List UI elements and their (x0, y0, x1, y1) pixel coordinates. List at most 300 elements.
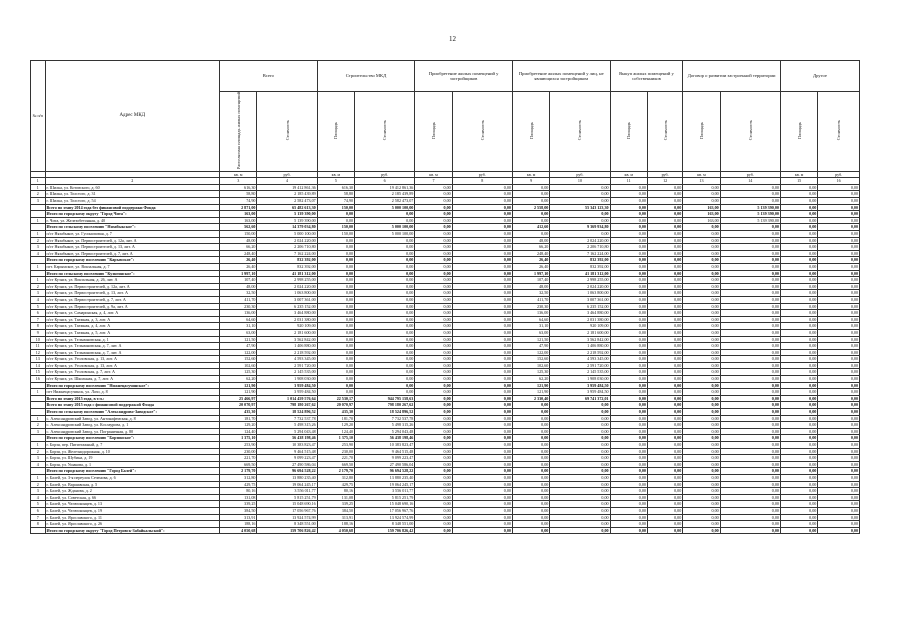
value-cell: 0,00 (452, 448, 512, 455)
value-cell: 2 218 592,00 (550, 349, 610, 356)
address-cell: г. Балей, ул. Жданова, д. 2 (45, 488, 220, 495)
value-cell: 0,00 (780, 231, 817, 238)
value-cell: 0,00 (683, 224, 720, 231)
value-cell: 0,00 (720, 270, 780, 277)
value-cell: 0,00 (452, 296, 512, 303)
value-cell: 0,00 (780, 448, 817, 455)
value-cell: 5 000 100,00 (355, 204, 415, 211)
value-cell: 0,00 (647, 435, 682, 442)
address-cell: Итого по сельскому поселению "Нязабыкское": (45, 224, 220, 231)
value-cell: 0,00 (647, 527, 682, 534)
value-cell: 248,40 (512, 250, 549, 257)
value-cell: 0,00 (647, 349, 682, 356)
unit-cell (45, 171, 220, 178)
value-cell: 0,00 (780, 290, 817, 297)
value-cell: 0,00 (512, 461, 549, 468)
value-cell: 122,00 (220, 349, 257, 356)
row-number-cell: 1 (31, 184, 46, 191)
table-row (31, 481, 860, 488)
address-cell: п/ст Куэнга, ул. Первостроителей, д. 13, лит. А (45, 290, 220, 297)
value-cell: 188,16 (220, 521, 257, 528)
value-cell: 18 524 896,52 (355, 409, 415, 416)
value-cell: 7 162 224,00 (550, 250, 610, 257)
value-cell: 0,00 (415, 336, 452, 343)
value-cell: 832 392,00 (257, 263, 317, 270)
value-cell: 253,90 (317, 442, 354, 449)
value-cell: 0,00 (818, 270, 860, 277)
address-cell: г. Шилка, ул. Толстого, д. 31 (45, 191, 220, 198)
value-cell: 0,00 (452, 336, 512, 343)
value-cell: 0,00 (452, 211, 512, 218)
value-cell: 312,80 (220, 474, 257, 481)
address-cell: п/ст Куэнга, ул. Первостроителей, д. 9а, лит. А (45, 303, 220, 310)
value-cell: 1 063 800,00 (257, 290, 317, 297)
value-cell: 121,50 (220, 336, 257, 343)
value-cell: 5 000 100,00 (257, 231, 317, 238)
value-cell: 5 815 251,79 (257, 494, 317, 501)
value-cell: 2 185 439,89 (257, 191, 317, 198)
value-cell: 0,00 (415, 415, 452, 422)
value-cell: 0,00 (550, 231, 610, 238)
value-cell: 2 031 380,00 (257, 316, 317, 323)
value-cell: 0,00 (818, 442, 860, 449)
value-cell: 0,00 (317, 356, 354, 363)
value-cell: 3 562 842,00 (257, 336, 317, 343)
value-cell: 47,90 (220, 343, 257, 350)
value-cell: 0,00 (415, 244, 452, 251)
value-cell: 0,00 (512, 428, 549, 435)
value-cell: 0,00 (415, 231, 452, 238)
value-cell: 0,00 (683, 514, 720, 521)
value-cell: 0,00 (720, 428, 780, 435)
value-cell: 3 959 484,50 (257, 382, 317, 389)
value-cell: 0,00 (452, 329, 512, 336)
value-cell: 0,00 (355, 343, 415, 350)
row-number-cell: 16 (31, 376, 46, 383)
value-cell: 0,00 (355, 356, 415, 363)
value-cell: 0,00 (452, 415, 512, 422)
value-cell: 2 591 720,00 (257, 362, 317, 369)
value-cell: 0,00 (415, 283, 452, 290)
value-cell: 0,00 (415, 204, 452, 211)
address-cell: Итого по городскому поселению "Карымское": (45, 257, 220, 264)
value-cell: 0,00 (647, 389, 682, 396)
unit-cell: руб. (355, 171, 415, 178)
value-cell: 384,50 (317, 507, 354, 514)
value-cell: 163,00 (683, 211, 720, 218)
header-group-redemption: Выкуп жилых помещений у собственников (610, 61, 683, 92)
value-cell: 0,00 (610, 263, 647, 270)
subheader-cost: Стоимость (647, 92, 682, 172)
value-cell: 0,00 (647, 448, 682, 455)
value-cell: 0,00 (780, 263, 817, 270)
value-cell: 0,00 (610, 395, 647, 402)
value-cell: 0,00 (452, 237, 512, 244)
row-number-cell: 5 (31, 501, 46, 508)
value-cell: 0,00 (780, 395, 817, 402)
value-cell: 221,70 (220, 455, 257, 462)
value-cell: 0,00 (452, 290, 512, 297)
address-cell: п/ст Куэнга, ул. Таежная, д. 4, лит. А (45, 323, 220, 330)
value-cell: 2 206 710,80 (257, 244, 317, 251)
value-cell: 0,00 (415, 356, 452, 363)
value-cell: 0,00 (683, 428, 720, 435)
subheader-cost: Стоимость (720, 92, 780, 172)
value-cell: 0,00 (610, 270, 647, 277)
value-cell: 0,00 (818, 481, 860, 488)
value-cell: 0,00 (683, 442, 720, 449)
value-cell: 0,00 (550, 527, 610, 534)
value-cell: 0,00 (610, 343, 647, 350)
row-number-cell: 2 (31, 422, 46, 429)
value-cell: 0,00 (512, 488, 549, 495)
value-cell: 0,00 (512, 507, 549, 514)
subtotal-row (31, 204, 860, 211)
value-cell: 0,00 (647, 310, 682, 317)
value-cell: 429,75 (220, 481, 257, 488)
value-cell: 0,00 (647, 442, 682, 449)
value-cell: 0,00 (317, 283, 354, 290)
value-cell: 0,00 (550, 428, 610, 435)
value-cell: 0,00 (780, 415, 817, 422)
value-cell: 102,60 (512, 362, 549, 369)
value-cell: 0,00 (317, 277, 354, 284)
value-cell: 0,00 (550, 494, 610, 501)
value-cell: 0,00 (780, 468, 817, 475)
value-cell: 0,00 (512, 184, 549, 191)
value-cell: 1 063 800,00 (550, 290, 610, 297)
value-cell: 0,00 (452, 257, 512, 264)
address-cell: г. Чита, ул. Железобетонная, д. 40 (45, 217, 220, 224)
value-cell: 5 498 315,26 (355, 422, 415, 429)
value-cell: 5 294 043,48 (257, 428, 317, 435)
value-cell: 0,00 (415, 382, 452, 389)
value-cell: 0,00 (452, 382, 512, 389)
value-cell: 0,00 (452, 277, 512, 284)
value-cell: 0,00 (818, 257, 860, 264)
value-cell: 0,00 (610, 191, 647, 198)
value-cell: 0,00 (683, 376, 720, 383)
column-number-cell: 10 (550, 178, 610, 185)
address-cell: г. Балей, ул. Челюскинцев, д. 19 (45, 507, 220, 514)
value-cell: 0,00 (720, 382, 780, 389)
address-cell: г. Борзя, ул. Ушакова, д. 1 (45, 461, 220, 468)
value-cell: 0,00 (512, 191, 549, 198)
value-cell: 0,00 (683, 488, 720, 495)
value-cell: 0,00 (415, 455, 452, 462)
value-cell: 0,00 (317, 263, 354, 270)
value-cell: 0,00 (317, 270, 354, 277)
value-cell: 0,00 (647, 303, 682, 310)
table-row (31, 184, 860, 191)
value-cell: 2 185 439,89 (355, 191, 415, 198)
subheader-area: Площадь (317, 92, 354, 172)
value-cell: 0,00 (415, 349, 452, 356)
column-number-cell: 9 (512, 178, 549, 185)
value-cell: 0,00 (415, 343, 452, 350)
value-cell: 0,00 (512, 409, 549, 416)
value-cell: 0,00 (683, 468, 720, 475)
value-cell: 0,00 (452, 527, 512, 534)
value-cell: 0,00 (452, 422, 512, 429)
address-cell: г. Борзя, ул. Железнодорожная, д. 10 (45, 448, 220, 455)
row-number-cell: 3 (31, 455, 46, 462)
value-cell: 0,00 (415, 263, 452, 270)
value-cell: 0,00 (512, 468, 549, 475)
value-cell: 26,40 (512, 263, 549, 270)
table-row (31, 488, 860, 495)
value-cell: 0,00 (780, 409, 817, 416)
value-cell: 0,00 (355, 349, 415, 356)
value-cell: 0,00 (720, 395, 780, 402)
value-cell: 0,00 (818, 422, 860, 429)
value-cell: 0,00 (683, 356, 720, 363)
value-cell: 4 593 345,00 (257, 356, 317, 363)
row-number-cell: 14 (31, 362, 46, 369)
unit-cell: кв. м (512, 171, 549, 178)
value-cell: 0,00 (452, 389, 512, 396)
value-cell: 0,00 (512, 501, 549, 508)
value-cell: 798 180 267,62 (257, 402, 317, 409)
address-cell: п/ст Куэнга, ул. Школьная, д. 7, лит. А (45, 376, 220, 383)
value-cell: 0,00 (610, 389, 647, 396)
value-cell: 0,00 (647, 481, 682, 488)
row-number-cell: 1 (31, 217, 46, 224)
value-cell: 0,00 (818, 184, 860, 191)
value-cell: 188,16 (317, 521, 354, 528)
row-number-cell: 6 (31, 310, 46, 317)
table-row (31, 362, 860, 369)
value-cell: 0,00 (780, 382, 817, 389)
value-cell: 0,00 (818, 329, 860, 336)
value-cell: 920 109,00 (257, 323, 317, 330)
row-number-cell (31, 204, 46, 211)
value-cell: 107,40 (512, 277, 549, 284)
value-cell: 3 556 011,77 (257, 488, 317, 495)
value-cell: 0,00 (512, 217, 549, 224)
value-cell: 0,00 (818, 507, 860, 514)
value-cell: 5 000 100,00 (355, 231, 415, 238)
value-cell: 0,00 (683, 263, 720, 270)
value-cell: 0,00 (415, 191, 452, 198)
value-cell: 13 924 574,99 (257, 514, 317, 521)
value-cell: 0,00 (610, 488, 647, 495)
value-cell: 0,00 (818, 415, 860, 422)
value-cell: 0,00 (415, 257, 452, 264)
value-cell: 0,00 (415, 402, 452, 409)
value-cell: 0,00 (780, 527, 817, 534)
value-cell: 411,70 (512, 296, 549, 303)
value-cell: 0,00 (818, 263, 860, 270)
subtotal-row (31, 402, 860, 409)
value-cell: 62,20 (512, 376, 549, 383)
table-body (31, 171, 860, 534)
value-cell: 17 056 967,76 (355, 507, 415, 514)
value-cell: 0,00 (610, 217, 647, 224)
value-cell: 0,00 (415, 323, 452, 330)
value-cell: 3 959 484,50 (550, 382, 610, 389)
value-cell: 5 139 390,00 (720, 217, 780, 224)
value-cell: 0,00 (818, 435, 860, 442)
value-cell: 0,00 (720, 461, 780, 468)
value-cell: 2 031 380,00 (550, 316, 610, 323)
row-number-cell (31, 409, 46, 416)
value-cell: 0,00 (452, 428, 512, 435)
value-cell: 0,00 (415, 527, 452, 534)
value-cell: 7 162 224,00 (257, 250, 317, 257)
value-cell: 0,00 (647, 514, 682, 521)
value-cell: 0,00 (720, 191, 780, 198)
value-cell: 0,00 (550, 191, 610, 198)
value-cell: 163,00 (220, 211, 257, 218)
row-number-cell: 9 (31, 329, 46, 336)
value-cell: 0,00 (415, 376, 452, 383)
value-cell: 0,00 (683, 191, 720, 198)
value-cell: 2 145 535,00 (550, 369, 610, 376)
value-cell: 150,00 (317, 224, 354, 231)
row-number-cell (31, 224, 46, 231)
value-cell: 2 871,00 (220, 204, 257, 211)
value-cell: 0,00 (818, 389, 860, 396)
value-cell: 0,00 (647, 211, 682, 218)
value-cell: 0,00 (780, 389, 817, 396)
value-cell: 7 732 537,78 (257, 415, 317, 422)
value-cell: 0,00 (683, 290, 720, 297)
value-cell: 63,00 (220, 329, 257, 336)
value-cell: 0,00 (780, 481, 817, 488)
value-cell: 0,00 (415, 468, 452, 475)
row-number-cell: 1 (31, 474, 46, 481)
value-cell: 0,00 (780, 316, 817, 323)
header-group-row (31, 61, 860, 92)
value-cell: 7 732 537,78 (355, 415, 415, 422)
address-cell: п/ст Куэнга, ул. Уголовская, д. 13, лит. А (45, 356, 220, 363)
unit-cell: руб. (550, 171, 610, 178)
value-cell: 0,00 (683, 415, 720, 422)
value-cell: 0,00 (355, 369, 415, 376)
value-cell: 0,00 (452, 343, 512, 350)
value-cell: 435,30 (317, 409, 354, 416)
value-cell: 0,00 (818, 336, 860, 343)
row-number-cell: 5 (31, 303, 46, 310)
value-cell: 0,00 (317, 382, 354, 389)
table-row (31, 191, 860, 198)
value-cell: 0,00 (452, 507, 512, 514)
unit-cell: руб. (452, 171, 512, 178)
value-cell: 8 348 551,00 (355, 521, 415, 528)
value-cell: 230,30 (512, 303, 549, 310)
value-cell: 6 235 152,00 (257, 303, 317, 310)
value-cell: 0,00 (355, 244, 415, 251)
value-cell: 1 908 030,00 (257, 376, 317, 383)
value-cell: 0,00 (720, 349, 780, 356)
value-cell: 0,00 (610, 231, 647, 238)
value-cell: 0,00 (818, 468, 860, 475)
value-cell: 0,00 (720, 263, 780, 270)
value-cell: 74,90 (317, 198, 354, 205)
header-group-territory-development: Договор о развитии застроенной территории (683, 61, 781, 92)
unit-cell: кв. м (780, 171, 817, 178)
value-cell: 0,00 (415, 395, 452, 402)
value-cell: 0,00 (818, 250, 860, 257)
value-cell: 2 024 220,00 (257, 283, 317, 290)
value-cell: 48,00 (512, 283, 549, 290)
value-cell: 0,00 (683, 296, 720, 303)
value-cell: 0,00 (818, 191, 860, 198)
value-cell: 0,00 (415, 362, 452, 369)
value-cell: 0,00 (452, 362, 512, 369)
value-cell: 0,00 (610, 211, 647, 218)
value-cell: 3 959 484,50 (257, 389, 317, 396)
value-cell: 0,00 (317, 296, 354, 303)
value-cell: 0,00 (415, 428, 452, 435)
value-cell: 0,00 (317, 329, 354, 336)
value-cell: 0,00 (512, 521, 549, 528)
value-cell: 2 591 720,00 (550, 362, 610, 369)
value-cell: 0,00 (452, 409, 512, 416)
value-cell: 0,00 (512, 448, 549, 455)
value-cell: 13 924 574,99 (355, 514, 415, 521)
value-cell: 253,90 (220, 442, 257, 449)
column-number-cell: 5 (317, 178, 354, 185)
value-cell: 0,00 (550, 448, 610, 455)
value-cell: 0,00 (452, 349, 512, 356)
value-cell: 0,00 (683, 257, 720, 264)
value-cell: 0,00 (647, 224, 682, 231)
value-cell: 0,00 (647, 296, 682, 303)
row-number-cell (31, 402, 46, 409)
table-row (31, 323, 860, 330)
value-cell: 230,30 (220, 303, 257, 310)
value-cell: 0,00 (818, 290, 860, 297)
unit-cell: кв. м (220, 171, 257, 178)
value-cell: 0,00 (317, 211, 354, 218)
row-number-cell: 15 (31, 369, 46, 376)
value-cell: 0,00 (610, 296, 647, 303)
value-cell: 0,00 (647, 290, 682, 297)
value-cell: 0,00 (647, 270, 682, 277)
subheader-area: Площадь (780, 92, 817, 172)
value-cell: 0,00 (355, 389, 415, 396)
value-cell: 0,00 (355, 316, 415, 323)
value-cell: 0,00 (610, 356, 647, 363)
value-cell: 0,00 (452, 204, 512, 211)
value-cell: 27 490 586,04 (257, 461, 317, 468)
value-cell: 0,00 (452, 376, 512, 383)
address-cell: п/ст Куэнга, ул. Таежная, д. 3, лит. А (45, 316, 220, 323)
value-cell: 0,00 (452, 514, 512, 521)
subheader-cost: Стоимость (550, 92, 610, 172)
value-cell: 0,00 (818, 356, 860, 363)
value-cell: 0,00 (317, 389, 354, 396)
value-cell: 0,00 (647, 415, 682, 422)
header-group-acquisition-non-developers: Приобретение жилых помещений у лиц, не являющихся застройщиком (512, 61, 610, 92)
row-number-cell: 1 (31, 442, 46, 449)
value-cell: 339,25 (317, 501, 354, 508)
value-cell: 0,00 (720, 409, 780, 416)
value-cell: 2 582 473,07 (257, 198, 317, 205)
value-cell: 0,00 (452, 501, 512, 508)
value-cell: 1 908 030,00 (550, 376, 610, 383)
table-row (31, 507, 860, 514)
value-cell: 9 464 515,48 (355, 448, 415, 455)
value-cell: 0,00 (610, 468, 647, 475)
value-cell: 0,00 (683, 336, 720, 343)
row-number-cell: 2 (31, 448, 46, 455)
value-cell: 0,00 (683, 184, 720, 191)
value-cell: 0,00 (610, 428, 647, 435)
value-cell: 0,00 (610, 461, 647, 468)
